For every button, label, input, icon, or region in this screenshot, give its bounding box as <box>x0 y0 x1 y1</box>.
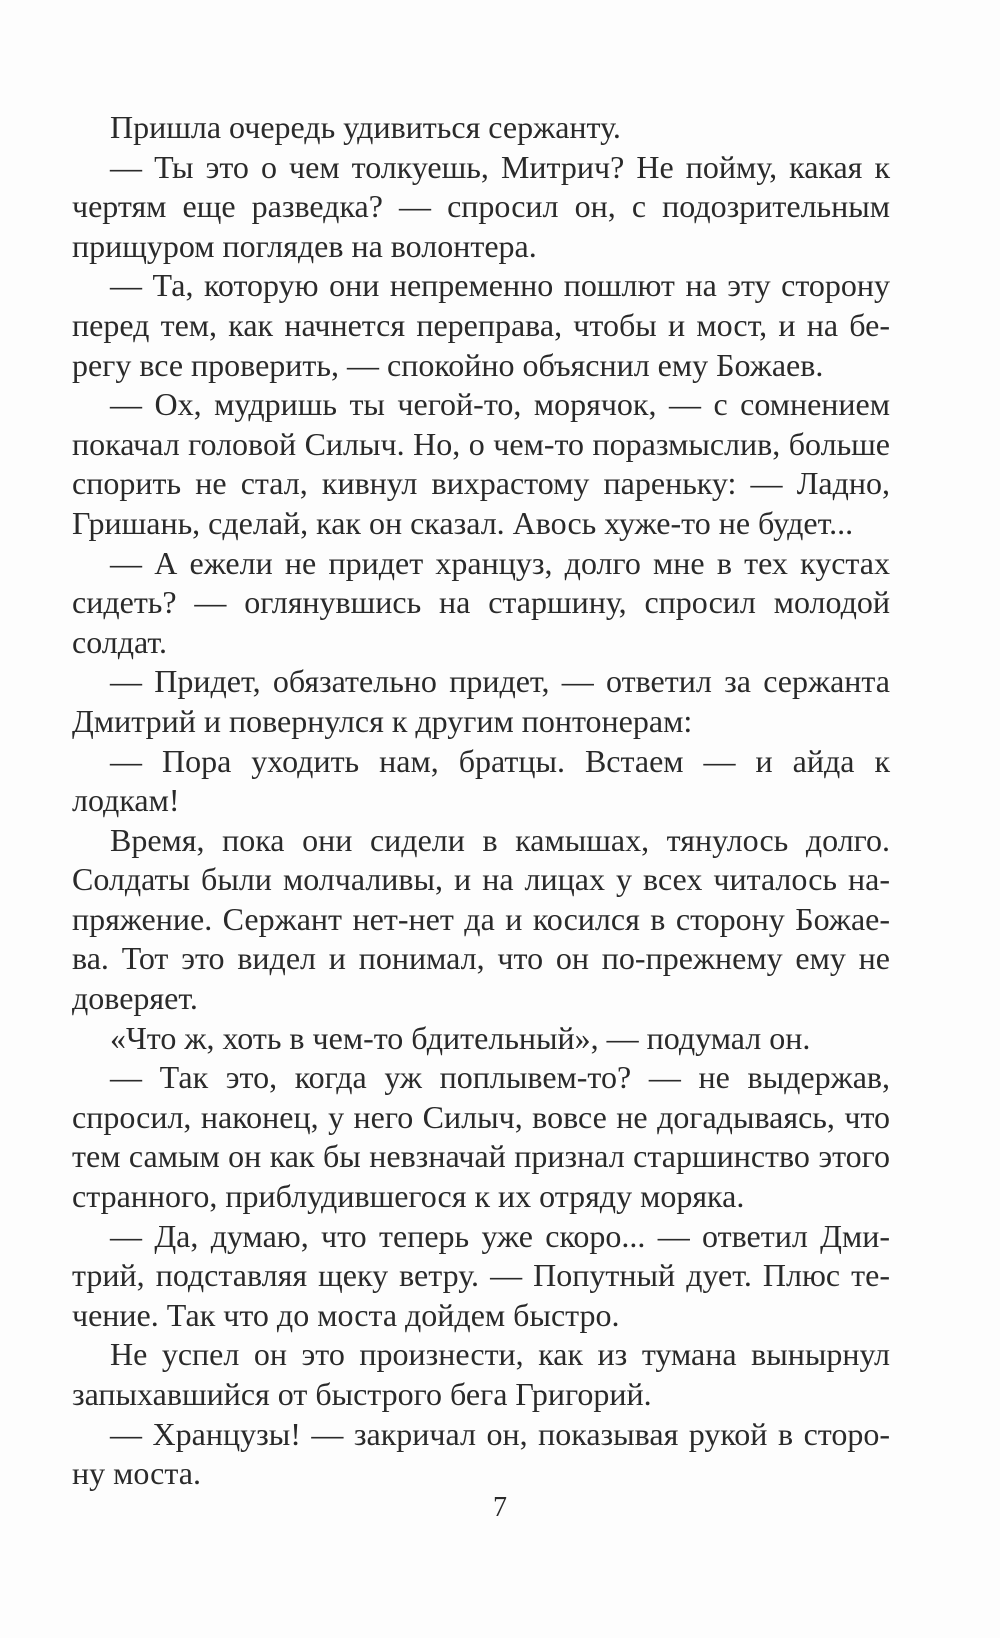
paragraph-2: — Ты это о чем толкуешь, Митрич? Не пойму, какая к чертям еще разведка? — спросил он, с подозрительным прищуром поглядев на волонтера. <box>72 148 890 264</box>
paragraph-6: — Придет, обязательно придет, — ответил за сержанта Дмитрий и повернулся к другим понтонерам: <box>72 663 890 739</box>
paragraph-7: — Пора уходить нам, братцы. Встаем — и айда к лодкам! <box>72 742 890 819</box>
body-text <box>72 108 890 1494</box>
paragraph-1: Пришла очередь удивиться сержанту. <box>110 109 621 145</box>
paragraph-9: «Что ж, хоть в чем-то бдительный», — подумал он. <box>110 1019 811 1056</box>
paragraph-13: — Хранцузы! — закричал он, показывая рукой в сторону моста. <box>72 1415 890 1492</box>
paragraph-4: — Ох, мудришь ты чегой-то, морячок, — с сомнением покачал головой Силыч. Но, о чем-то поразмыслив, больше спорить не стал, кивнул вихрастому пареньку: — Ладно, Гришань, сделай, как он сказал. Авось хуже-то не будет... <box>72 386 890 541</box>
paragraph-10: — Так это, когда уж поплывем-то? — не выдержав, спросил, наконец, у него Силыч, вовсе не догадываясь, что тем самым он как бы невзначай признал старшинство этого странного, приблудившегося к их отряду моряка. <box>72 1059 890 1215</box>
paragraph-12: Не успел он это произнести, как из тумана вынырнул запыхавшийся от быстрого бега Григорий. <box>72 1336 890 1412</box>
paragraph-11: — Да, думаю, что теперь уже скоро... — ответил Дмитрий, подставляя щеку ветру. — Попутный дует. Плюс течение. Так что до моста дойдем быстро. <box>72 1217 890 1333</box>
paragraph-5: — А ежели не придет хранцуз, долго мне в тех кустах сидеть? — оглянувшись на старшину, спросил молодой солдат. <box>72 544 890 660</box>
paragraph-8: Время, пока они сидели в камышах, тянулось долго. Солдаты были молчаливы, и на лицах у всех читалось напряжение. Сержант нет-нет да и косился в сторону Божаева. Тот это видел и понимал, что он по-прежнему ему не доверяет. <box>72 821 890 1017</box>
page-number: 7 <box>493 1492 507 1523</box>
paragraph-3: — Та, которую они непременно пошлют на эту сторону перед тем, как начнется переправа, чтобы и мост, и на берегу все проверить, — спокойно объяснил ему Божаев. <box>72 267 890 383</box>
